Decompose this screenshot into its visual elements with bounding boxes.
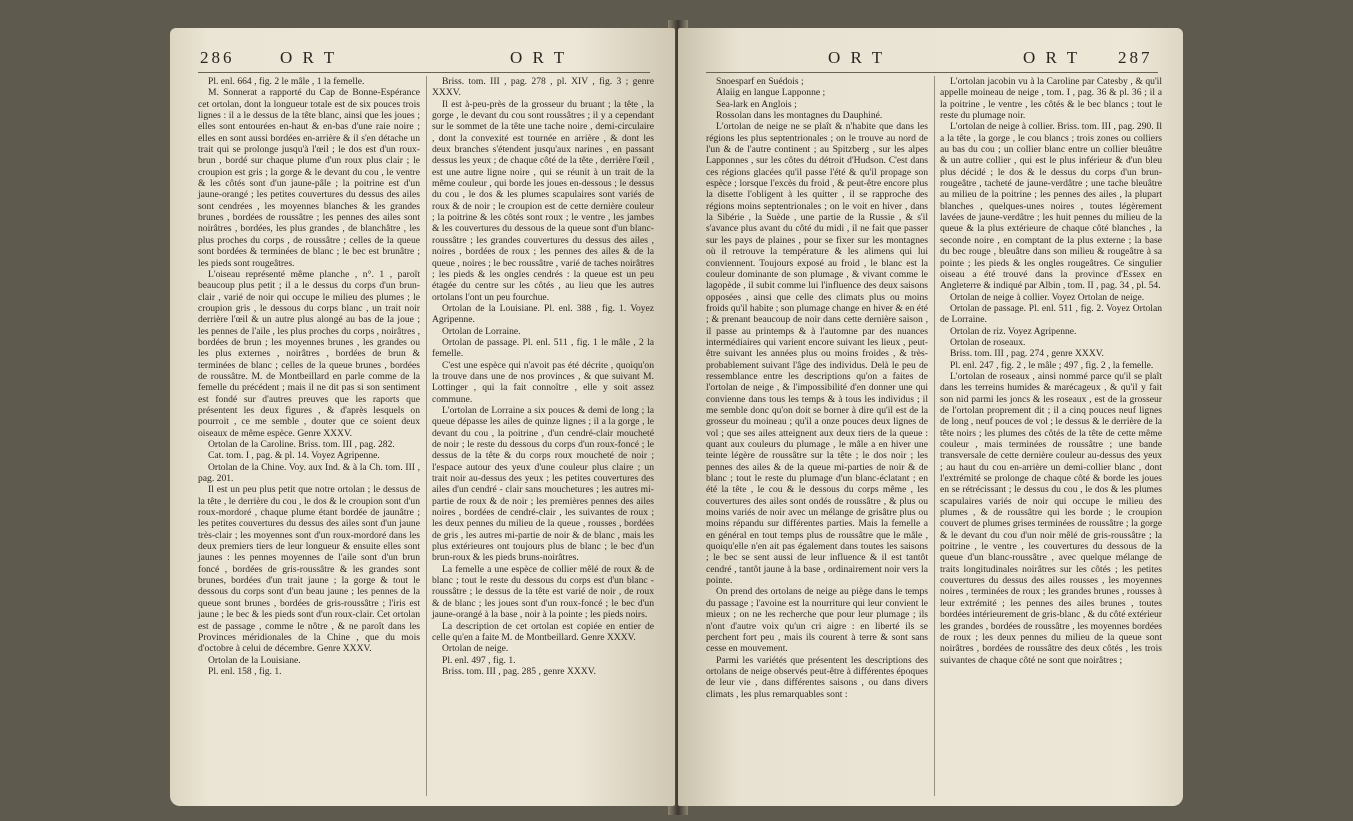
- paragraph: On prend des ortolans de neige au piège dans le temps du passage ; l'avoine est la nourriture qui leur convient le mieux ; on ne les recherche que pour leur plumage ; ils n'ont d'autre voix qu'un cri aigre : en liberté ils se perchent fort peu , mais ils courent à terre & sont sans cesse en mouvement.: [706, 586, 928, 655]
- running-head: O R T: [828, 48, 886, 67]
- text-column-2: [432, 76, 654, 677]
- paragraph: L'ortolan jacobin vu à la Caroline par Catesby , & qu'il appelle moineau de neige , tom. I , pag. 36 & pl. 36 ; il a la poitrine , le ventre , les côtés & le bec blancs ; tout le reste du plumage noir.: [940, 76, 1162, 122]
- column-divider: [426, 76, 427, 796]
- paragraph: L'ortolan de neige ne se plaît & n'habite que dans les régions les plus septentrionales ; on le trouve au nord de l'un & de l'autre continent ; au Spitzberg , sur les alpes Lapponnes , sur les côtes du détroit d'Hudson. C'est dans ces régions glacées qu'il passe l'été & qu'il propage son espèce ; lorsque l'excès du froid , & peut-être encore plus la disette l'obligent à les quitter , il se rapproche des régions moins septentrionales ; on le voit en hiver , dans la Sibérie , la Suède , une partie de la Russie , & s'il s'avance plus avant du côté du midi , il ne fait que passer sur les pays de plaines , pour se fixer sur les montagnes où il retrouve la température & les alimens qui lui conviennent. Toujours exposé au froid , le blanc est la couleur dominante de son plumage , & vivant comme le lagopède , il subit comme lui l'influence des deux saisons opposées , ainsi que celle des climats plus ou moins froids qu'il habite ; son plumage change en hiver & en été ; & prenant beaucoup de noir dans cette dernière saison , il passe au printemps & à l'automne par des nuances intermédiaires qui varient encore suivant les lieux , peut-être suivant les années plus ou moins froides , & très-probablement suivant l'âge des individus. Delà le peu de ressemblance entre les descriptions qu'on a faites de l'ortolan de neige , & l'impossibilité d'en donner une qui convienne dans tous les temps & à tous les individus ; il me semble donc qu'on doit se borner à dire qu'il est de la grosseur du moineau ; qu'il a onze pouces deux lignes de vol ; que ses ailes atteignent aux deux tiers de la queue : quant aux couleurs du plumage , le mâle a en hiver une teinte légère de roussâtre sur la tête ; le dos noir ; les pennes des ailes & de la queue mi-parties de noir & de blanc ; tout le reste du plumage d'un blanc-éclatant ; en été la tête , le cou & le dessous du corps même , les couvertures des ailes sont ondés de roussâtre , & plus ou moins variés de noir avec un mélange de grisâtre plus ou moins répandu sur différentes parties. Mais la femelle a en général en tout temps plus de roussâtre que le mâle , quoiqu'elle n'en ait pas également dans toutes les saisons ; le bec se sent aussi de leur influence & il est tantôt cendré , tantôt jaune à la base , ordinairement noir vers la pointe.: [706, 121, 928, 587]
- paragraph: Ortolan de la Louisiane.: [208, 654, 301, 666]
- left-page: [170, 28, 675, 806]
- paragraph: Pl. enl. 664 , fig. 2 le mâle , 1 la femelle.: [208, 76, 365, 87]
- paragraph: Rossolan dans les montagnes du Dauphiné.: [716, 110, 883, 122]
- paragraph: Briss. tom. III , pag. 278 , pl. XIV , fig. 3 ; genre XXXV.: [432, 76, 654, 99]
- header-rule: [706, 72, 1158, 73]
- paragraph: Ortolan de la Louisiane. Pl. enl. 388 , fig. 1. Voyez Agripenne.: [432, 302, 654, 326]
- paragraph: Il est à-peu-près de la grosseur du bruant ; la tête , la gorge , le devant du cou sont roussâtres ; il y a cependant sur le sommet de la tête une tache noire , demi-circulaire , dont la convexité est tournée en arrière , & dont les deux branches s'étendent jusqu'aux narines , en passant dessus les yeux ; de chaque côté de la tête , derrière l'œil , est une autre ligne noire , qui se réunit à un trait de la même couleur , qui borde les joues en-dessous ; le dessus du cou , le dos & les plumes scapulaires sont variés de roux & de noir ; le croupion est de cette dernière couleur ; la poitrine & les côtés sont roux ; le ventre , les jambes & les couvertures du dessous de la queue sont d'un blanc-roussâtre ; les grandes couvertures du dessus des ailes , noires , bordées de roux ; les pennes des ailes & de la queue , noires ; le bec roussâtre , varié de taches noirâtres ; les pieds & les ongles cendrés : la queue est un peu étagée du centre sur les côtés , au lieu que les autres ortolans l'ont un peu fourchue.: [432, 98, 654, 303]
- paragraph: Il est un peu plus petit que notre ortolan ; le dessus de la tête , le derrière du cou , le dos & le croupion sont d'un roux-mordoré , chaque plume étant bordée de jaunâtre ; les petites couvertures du dessus des ailes sont d'un jaune très-clair ; les moyennes sont d'un roux-mordoré dans les deux premiers tiers de leur longueur & ensuite elles sont jaunes : les pennes moyennes de l'aile sont d'un brun foncé , bordées de gris-roussâtre & les grandes sont brunes, bordées d'un trait jaune ; la gorge & tout le dessous du corps sont d'un beau jaune ; les pennes de la queue sont brunes , bordées de gris-roussâtre ; l'iris est jaune ; le bec & les pieds sont d'un roux-clair. Cet ortolan est de passage , comme le nôtre , & ne paroît dans les Provinces méridionales de la Chine , que du mois d'octobre à celui de décembre. Genre XXXV.: [198, 484, 420, 655]
- paragraph: Ortolan de passage. Pl. enl. 511 , fig. 1 le mâle , 2 la femelle.: [432, 336, 654, 360]
- paragraph: C'est une espèce qui n'avoit pas été décrite , quoiqu'on la trouve dans une de nos provinces , & que suivant M. Lottinger , qui la fait connoître , elle y soit assez commune.: [432, 359, 654, 405]
- paragraph: Pl. enl. 158 , fig. 1.: [208, 665, 282, 677]
- paragraph: Ortolan de riz. Voyez Agripenne.: [950, 325, 1077, 337]
- paragraph: Cat. tom. I , pag. & pl. 14. Voyez Agripenne.: [208, 450, 380, 462]
- header-rule: [198, 72, 650, 73]
- paragraph: Ortolan de roseaux.: [950, 336, 1026, 348]
- paragraph: M. Sonnerat a rapporté du Cap de Bonne-Espérance cet ortolan, dont la longueur totale est de six pouces trois lignes : il a le dessus de la tête blanc, ainsi que les joues ; elles sont entourées en-haut & en-bas d'une raie noire ; elles en sont aussi bordées en-arrière & il s'en détache un trait qui se prolonge jusqu'à l'œil ; le dos est d'un roux-brun , bordé sur chaque plume d'un roux plus clair ; le croupion est gris ; la gorge & le devant du cou , le ventre & les côtés sont d'un jaune-pâle ; la poitrine est d'un jaune-orangé ; les petites couvertures du dessus des ailes sont cendrées , les moyennes blanches & les grandes brunes , bordées de roussâtre ; les pennes des ailes sont noirâtres , bordées, les plus grandes , de blanchâtre , les plus proches du corps , de roussâtre ; celles de la queue sont bordées & terminées de blanc ; le bec est brunâtre ; les pieds sont rougeâtres.: [198, 87, 420, 269]
- page-number: 286: [200, 48, 235, 67]
- page-number: 287: [1118, 48, 1153, 67]
- text-column-1: [198, 76, 420, 677]
- paragraph: Ortolan de passage. Pl. enl. 511 , fig. 2. Voyez Ortolan de Lorraine.: [940, 302, 1162, 326]
- paragraph: L'oiseau représenté même planche , n°. 1 , paroît beaucoup plus petit ; il a le dessus du corps d'un brun-clair , varié de noir qui occupe le milieu des plumes ; le croupion gris , le dessous du corps blanc , un trait noir derrière l'œil & un autre plus alongé au bas de la joue ; les pennes de l'aile , les plus proches du corps , noirâtres , bordées de brun ; les moyennes brunes , les grandes ou les plus externes , noirâtres , bordées de brun & terminées de blanc ; celles de la queue brunes , bordées de roussâtre. M. de Montbeillard en parle comme de la femelle du précédent ; mais il ne dit pas si son sentiment est fondé sur d'autres preuves que les raports que présentent les deux figures , & d'après lesquels on pourroit , ce me semble , douter que ce soient deux oiseaux de même espèce. Genre XXXV.: [198, 268, 420, 439]
- paragraph: Briss. tom. III , pag. 285 , genre XXXV.: [442, 665, 596, 677]
- right-page: [678, 28, 1183, 806]
- paragraph: Alaiig en langue Lapponne ;: [716, 87, 826, 99]
- paragraph: La femelle a une espèce de collier mêlé de roux & de blanc ; tout le reste du dessous du corps est d'un blanc - roussâtre ; le dessus de la tête est varié de noir , de roux & de blanc ; les joues sont d'un roux-foncé ; le bec d'un jaune-orangé à la base , noir à la pointe ; les pieds noirs.: [432, 563, 654, 621]
- running-head: O R T: [280, 48, 338, 67]
- paragraph: L'ortolan de roseaux , ainsi nommé parce qu'il se plaît dans les terreins humides & marécageux , & qu'il y fait son nid parmi les joncs & les roseaux , est de la grosseur de l'ortolan proprement dit ; il a cinq pouces neuf lignes de long , neuf pouces de vol ; le dessus & le derrière de la tête noirs ; les plumes des côtés de la tête de cette même couleur , mais terminées de roussâtre ; une bande transversale de cette dernière couleur au-dessus des yeux ; au haut du cou en-arrière un demi-collier blanc , dont l'extrémité se prolonge de chaque côté & borde les joues en se rétrécissant ; le dessus du cou , le dos & les plumes scapulaires variés de noir qui occupe le milieu des plumes , & de roussâtre qui les borde ; le croupion couvert de plumes grises terminées de roussâtre ; la gorge & le devant du cou d'un noir mêlé de gris-roussâtre ; la poitrine , le ventre , les couvertures du dessous de la queue d'un blanc-roussâtre , avec quelque mélange de traits longitudinales noirâtres sur les côtés ; les petites couvertures du dessus des ailes rousses , les moyennes noires , terminées de roux ; les grandes brunes , rousses à leur extrémité ; les pennes des ailes brunes , toutes bordées intérieurement de gris-blanc , & du côté extérieur les grandes , bordées de roussâtre , les moyennes bordées de roux ; les deux pennes du milieu de la queue sont noirâtres , bordées de roussâtre des deux côtés , les trois suivantes de chaque côté ne sont que noirâtres ;: [940, 370, 1162, 666]
- paragraph: Snoesparf en Suédois ;: [716, 76, 804, 87]
- paragraph: Briss. tom. III , pag. 274 , genre XXXV.: [950, 348, 1104, 360]
- text-column-2: [940, 76, 1162, 666]
- paragraph: Ortolan de neige à collier. Voyez Ortolan de neige.: [950, 291, 1145, 303]
- paragraph: Parmi les variétés que présentent les descriptions des ortolans de neige observés peut-être à différentes époques de leur vie , dans différentes saisons , ou dans divers climats , les plus remarquables sont :: [706, 654, 928, 700]
- paragraph: Ortolan de Lorraine.: [442, 325, 521, 337]
- running-head: O R T: [510, 48, 568, 67]
- paragraph: L'ortolan de Lorraine a six pouces & demi de long ; la queue dépasse les ailes de quinze lignes ; il a la gorge , le devant du cou , la poitrine , d'un cendré-clair moucheté de noir ; le reste du dessous du corps d'un roux-foncé ; le dessus de la tête & du corps roux moucheté de noir ; l'espace autour des yeux d'une couleur plus claire ; un trait noir au-dessus des yeux ; les petites couvertures des ailes d'un cendré - clair sans mouchetures ; les autres mi-partie de roux & de noir ; les premières pennes des ailes noires , bordées de cendré-clair , les suivantes de roux ; les deux pennes du milieu de la queue , rousses , bordées de gris , les autres mi-partie de noir & de blanc , mais les plus extérieures ont toujours plus de blanc ; le bec d'un brun-roux & les pieds bruns-noirâtres.: [432, 404, 654, 564]
- paragraph: Ortolan de neige.: [442, 643, 509, 655]
- running-head: O R T: [1023, 48, 1081, 67]
- paragraph: Ortolan de la Chine. Voy. aux Ind. & à la Ch. tom. III , pag. 201.: [198, 461, 420, 485]
- column-divider: [934, 76, 935, 796]
- text-column-1: [706, 76, 928, 700]
- paragraph: Ortolan de la Caroline. Briss. tom. III , pag. 282.: [208, 439, 395, 450]
- paragraph: Pl. enl. 497 , fig. 1.: [442, 654, 516, 666]
- paragraph: Pl. enl. 247 , fig. 2 , le mâle ; 497 , fig. 2 , la femelle.: [950, 359, 1154, 371]
- paragraph: L'ortolan de neige à collier. Briss. tom. III , pag. 290. Il a la tête , la gorge , le cou blancs ; trois zones ou colliers au bas du cou ; un collier blanc entre un collier bleuâtre & un autre collier , qui est le plus inférieur & d'un bleu plus décidé ; le dos & le dessus du corps d'un brun-rougeâtre , tacheté de jaune-verdâtre ; une tache bleuâtre au milieu de la poitrine ; les pennes des ailes , la plupart blanches , quelques-unes noires , toutes légèrement lavées de jaune-verdâtre ; les huit pennes du milieu de la queue & la plus extérieure de chaque côté blanches , la seconde noire , en comptant de la plus externe ; la base du bec rouge , bleuâtre dans son milieu & rougeâtre à sa pointe ; les pieds & les ongles rougeâtres. Ce singulier oiseau a été trouvé dans la province d'Essex en Angleterre & indiqué par Albin , tom. II , pag. 34 , pl. 54.: [940, 121, 1162, 292]
- paragraph: Sea-lark en Anglois ;: [716, 98, 797, 110]
- paragraph: La description de cet ortolan est copiée en entier de celle qu'en a faite M. de Montbeillard. Genre XXXV.: [432, 620, 654, 643]
